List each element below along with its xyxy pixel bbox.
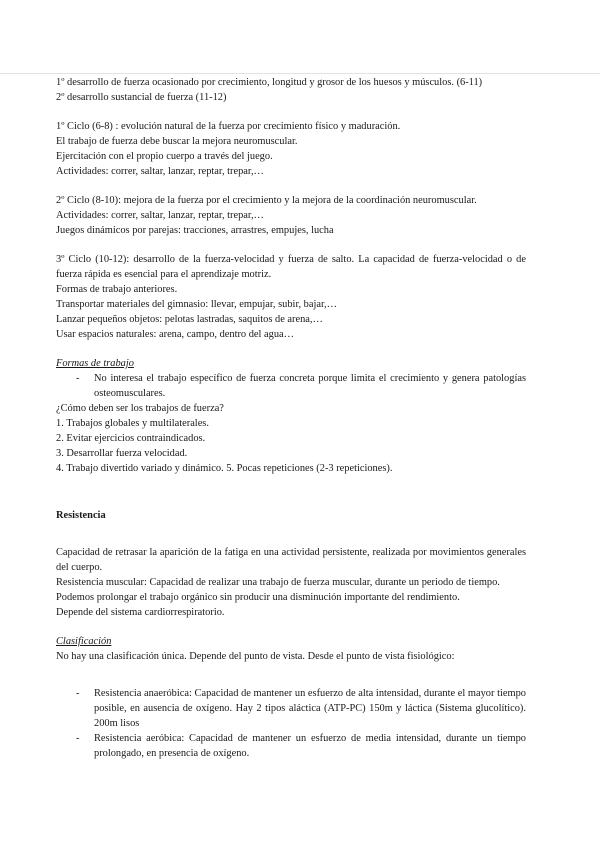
bullet-dash-icon: -: [76, 373, 80, 384]
clasificacion-bullet-list: [56, 686, 526, 761]
bullet-dash-icon: -: [76, 733, 80, 744]
paragraph: Resistencia muscular: Capacidad de realizar una trabajo de fuerza muscular, durante un periodo de tiempo.: [56, 577, 500, 588]
formas-question: ¿Cómo deben ser los trabajos de fuerza?: [56, 403, 224, 414]
paragraph-line: Juegos dinámicos por parejas: tracciones, arrastres, empujes, lucha: [56, 225, 334, 236]
cycle-3-title: 3º Ciclo (10-12): desarrollo de la fuerza-velocidad y fuerza de salto. La capacidad de fuerza-velocidad o de fuerza rápida es esencial para el aprendizaje motriz.: [56, 254, 526, 280]
numbered-item: 1. Trabajos globales y multilaterales.: [56, 418, 209, 429]
paragraph-line: Formas de trabajo anteriores.: [56, 284, 178, 295]
clasificacion-heading: Clasificación: [56, 636, 112, 647]
paragraph-line: Ejercitación con el propio cuerpo a través del juego.: [56, 151, 273, 162]
list-item: - No interesa el trabajo específico de fuerza concreta porque limita el crecimiento y genera patologías osteomusculares.: [76, 373, 526, 399]
paragraph-line: El trabajo de fuerza debe buscar la mejora neuromuscular.: [56, 136, 298, 147]
formas-heading: Formas de trabajo: [56, 358, 134, 369]
document-body: [56, 75, 526, 761]
paragraph: Podemos prolongar el trabajo orgánico sin producir una disminución importante del rendimiento.: [56, 592, 460, 603]
paragraph: Capacidad de retrasar la aparición de la fatiga en una actividad persistente, realizada por movimientos generales del cuerpo.: [56, 547, 526, 573]
paragraph-line: 2º desarrollo sustancial de fuerza (11-12): [56, 92, 227, 103]
bullet-dash-icon: -: [76, 688, 80, 699]
paragraph: No hay una clasificación única. Depende del punto de vista. Desde el punto de vista fisiológico:: [56, 651, 455, 662]
resistencia-heading: Resistencia: [56, 510, 106, 521]
numbered-item: 4. Trabajo divertido variado y dinámico. 5. Pocas repeticiones (2-3 repeticiones).: [56, 463, 393, 474]
numbered-item: 2. Evitar ejercicios contraindicados.: [56, 433, 206, 444]
paragraph-line: Actividades: correr, saltar, lanzar, reptar, trepar,…: [56, 210, 264, 221]
paragraph-line: 1º desarrollo de fuerza ocasionado por crecimiento, longitud y grosor de los huesos y músculos. (6-11): [56, 77, 483, 88]
paragraph-line: Usar espacios naturales: arena, campo, dentro del agua…: [56, 329, 295, 340]
paragraph-line: Actividades: correr, saltar, lanzar, reptar, trepar,…: [56, 166, 264, 177]
formas-bullet-list: [56, 371, 526, 401]
list-item: - Resistencia aeróbica: Capacidad de mantener un esfuerzo de media intensidad, durante un tiempo prolongado, en presencia de oxígeno.: [76, 733, 526, 759]
paragraph-line: Transportar materiales del gimnasio: llevar, empujar, subir, bajar,…: [56, 299, 338, 310]
list-item: - Resistencia anaeróbica: Capacidad de mantener un esfuerzo de alta intensidad, durante el mayor tiempo posible, en ausencia de oxígeno. Hay 2 tipos aláctica (ATP-PC) 150m y láctica (Sistema glucolítico). 200m lisos: [76, 688, 526, 729]
paragraph-line: Lanzar pequeños objetos: pelotas lastradas, saquitos de arena,…: [56, 314, 323, 325]
cycle-1-title: 1º Ciclo (6-8) : evolución natural de la fuerza por crecimiento físico y maduración.: [56, 121, 401, 132]
cycle-2-title: 2º Ciclo (8-10): mejora de la fuerza por el crecimiento y la mejora de la coordinación neuromuscular.: [56, 195, 477, 206]
page-top-divider: [0, 73, 600, 74]
paragraph: Depende del sistema cardiorrespiratorio.: [56, 607, 225, 618]
numbered-item: 3. Desarrollar fuerza velocidad.: [56, 448, 188, 459]
